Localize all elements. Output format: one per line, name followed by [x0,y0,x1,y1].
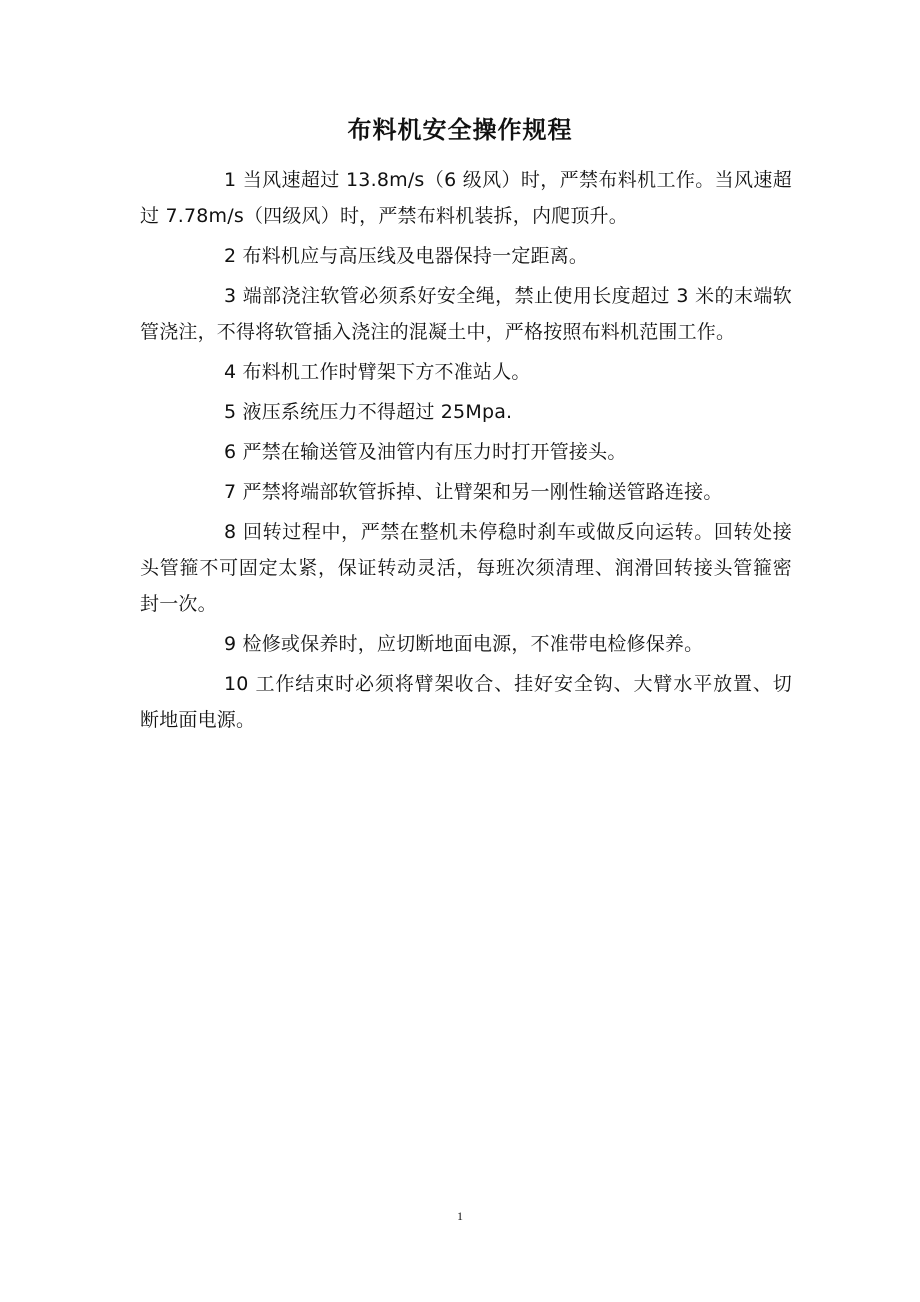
paragraph-9: 9 检修或保养时，应切断地面电源，不准带电检修保养。 [224,633,704,655]
paragraph-1: 1 当风速超过 13.8m/s（6 级风）时，严禁布料机工作。当风速超过 7.78m/s（四级风）时，严禁布料机装拆，内爬顶升。 [140,169,792,227]
paragraph-3: 3 端部浇注软管必须系好安全绳，禁止使用长度超过 3 米的末端软管浇注，不得将软管插入浇注的混凝土中，严格按照布料机范围工作。 [140,285,792,343]
page-number: 1 [457,1209,463,1223]
document-body [140,162,792,742]
paragraph-4: 4 布料机工作时臂架下方不准站人。 [224,361,531,383]
paragraph-8: 8 回转过程中，严禁在整机未停稳时刹车或做反向运转。回转处接头管箍不可固定太紧，保证转动灵活，每班次须清理、润滑回转接头管箍密封一次。 [140,521,792,615]
paragraph-7: 7 严禁将端部软管拆掉、让臂架和另一刚性输送管路连接。 [224,481,723,503]
paragraph-10: 10 工作结束时必须将臂架收合、挂好安全钩、大臂水平放置、切断地面电源。 [140,673,792,731]
document-title: 布料机安全操作规程 [347,116,573,144]
paragraph-6: 6 严禁在输送管及油管内有压力时打开管接头。 [224,441,627,463]
paragraph-2: 2 布料机应与高压线及电器保持一定距离。 [224,245,589,267]
paragraph-5: 5 液压系统压力不得超过 25Mpa. [224,401,513,423]
